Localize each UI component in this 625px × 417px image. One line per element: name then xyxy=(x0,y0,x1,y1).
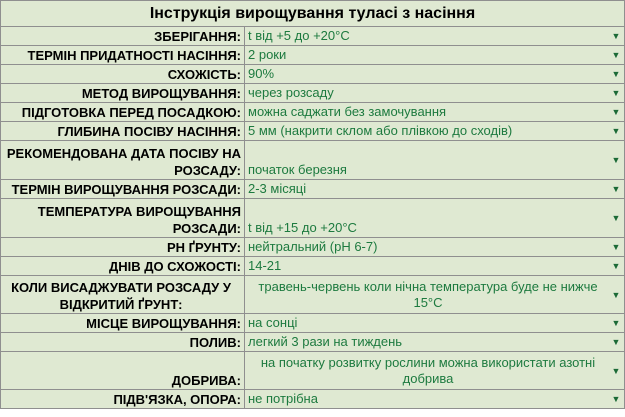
dropdown-arrow-icon[interactable]: ▼ xyxy=(611,289,621,300)
row-value-dropdown[interactable] xyxy=(245,122,625,141)
row-label: ЗБЕРІГАННЯ: xyxy=(1,27,245,46)
row-label: ПІДГОТОВКА ПЕРЕД ПОСАДКОЮ: xyxy=(1,103,245,122)
dropdown-arrow-icon[interactable]: ▼ xyxy=(611,107,621,117)
table-row xyxy=(1,103,625,122)
row-value-text: на початку розвитку рослини можна використати азотні добрива xyxy=(260,354,596,386)
row-label: РН ҐРУНТУ: xyxy=(1,238,245,257)
row-value-text: 14-21 xyxy=(248,258,282,273)
table-row xyxy=(1,238,625,257)
row-value-dropdown[interactable] xyxy=(245,238,625,257)
table-row xyxy=(1,199,625,238)
row-value-dropdown[interactable] xyxy=(245,199,625,238)
dropdown-arrow-icon[interactable]: ▼ xyxy=(611,88,621,98)
dropdown-arrow-icon[interactable]: ▼ xyxy=(611,394,621,404)
row-label: МЕТОД ВИРОЩУВАННЯ: xyxy=(1,84,245,103)
table-row xyxy=(1,65,625,84)
dropdown-arrow-icon[interactable]: ▼ xyxy=(611,50,621,60)
table-row xyxy=(1,141,625,180)
row-value-dropdown[interactable] xyxy=(245,352,625,390)
table-title: Інструкція вирощування туласі з насіння xyxy=(1,1,625,27)
table-row xyxy=(1,180,625,199)
table-row xyxy=(1,84,625,103)
row-value-dropdown[interactable] xyxy=(245,46,625,65)
row-label: СХОЖІСТЬ: xyxy=(1,65,245,84)
row-value-dropdown[interactable] xyxy=(245,390,625,409)
row-value-dropdown[interactable] xyxy=(245,257,625,276)
row-value-dropdown[interactable] xyxy=(245,276,625,314)
row-value-text: початок березня xyxy=(248,162,347,177)
row-value-dropdown[interactable] xyxy=(245,141,625,180)
row-label: ПОЛИВ: xyxy=(1,333,245,352)
table-row xyxy=(1,46,625,65)
dropdown-arrow-icon[interactable]: ▼ xyxy=(611,184,621,194)
row-value-text: t від +15 до +20°C xyxy=(248,220,357,235)
table-row xyxy=(1,27,625,46)
row-label: ТЕРМІН ВИРОЩУВАННЯ РОЗСАДИ: xyxy=(1,180,245,199)
row-value-text: 2-3 місяці xyxy=(248,181,307,196)
row-value-text: нейтральний (pH 6-7) xyxy=(248,239,378,254)
row-value-text: 90% xyxy=(248,66,275,81)
row-label: РЕКОМЕНДОВАНА ДАТА ПОСІВУ НА РОЗСАДУ: xyxy=(1,141,245,180)
dropdown-arrow-icon[interactable]: ▼ xyxy=(611,31,621,41)
row-value-text: 5 мм (накрити склом або плівкою до сходів) xyxy=(248,123,513,138)
row-value-dropdown[interactable] xyxy=(245,333,625,352)
table-row xyxy=(1,276,625,314)
table-row xyxy=(1,257,625,276)
row-value-text: через розсаду xyxy=(248,85,334,100)
row-value-text: травень-червень коли нічна температура буде не нижче 15°C xyxy=(258,278,598,310)
row-value-text: t від +5 до +20°C xyxy=(248,28,350,43)
row-label: МІСЦЕ ВИРОЩУВАННЯ: xyxy=(1,314,245,333)
dropdown-arrow-icon[interactable]: ▼ xyxy=(611,318,621,328)
dropdown-arrow-icon[interactable]: ▼ xyxy=(611,337,621,347)
row-value-text: на сонці xyxy=(248,315,298,330)
row-label: ТЕМПЕРАТУРА ВИРОЩУВАННЯ РОЗСАДИ: xyxy=(1,199,245,238)
row-value-text: легкий 3 рази на тиждень xyxy=(248,334,403,349)
row-label: ДНІВ ДО СХОЖОСТІ: xyxy=(1,257,245,276)
dropdown-arrow-icon[interactable]: ▼ xyxy=(611,242,621,252)
row-label: ГЛИБИНА ПОСІВУ НАСІННЯ: xyxy=(1,122,245,141)
row-label: КОЛИ ВИСАДЖУВАТИ РОЗСАДУ У ВІДКРИТИЙ ҐРУНТ: xyxy=(1,276,245,314)
row-label: ПІДВ'ЯЗКА, ОПОРА: xyxy=(1,390,245,409)
dropdown-arrow-icon[interactable]: ▼ xyxy=(611,261,621,271)
dropdown-arrow-icon[interactable]: ▼ xyxy=(611,69,621,79)
dropdown-arrow-icon[interactable]: ▼ xyxy=(611,365,621,376)
table-row xyxy=(1,314,625,333)
table-row xyxy=(1,122,625,141)
row-value-text: 2 роки xyxy=(248,47,287,62)
row-value-dropdown[interactable] xyxy=(245,180,625,199)
row-value-text: можна саджати без замочування xyxy=(248,104,447,119)
dropdown-arrow-icon[interactable]: ▼ xyxy=(611,213,621,223)
row-value-dropdown[interactable] xyxy=(245,27,625,46)
row-value-text: не потрібна xyxy=(248,391,318,406)
table-row xyxy=(1,352,625,390)
row-label: ДОБРИВА: xyxy=(1,352,245,390)
row-value-dropdown[interactable] xyxy=(245,103,625,122)
row-value-dropdown[interactable] xyxy=(245,84,625,103)
row-value-dropdown[interactable] xyxy=(245,314,625,333)
table-row xyxy=(1,333,625,352)
dropdown-arrow-icon[interactable]: ▼ xyxy=(611,155,621,165)
dropdown-arrow-icon[interactable]: ▼ xyxy=(611,126,621,136)
row-value-dropdown[interactable] xyxy=(245,65,625,84)
row-label: ТЕРМІН ПРИДАТНОСТІ НАСІННЯ: xyxy=(1,46,245,65)
table-row xyxy=(1,390,625,409)
